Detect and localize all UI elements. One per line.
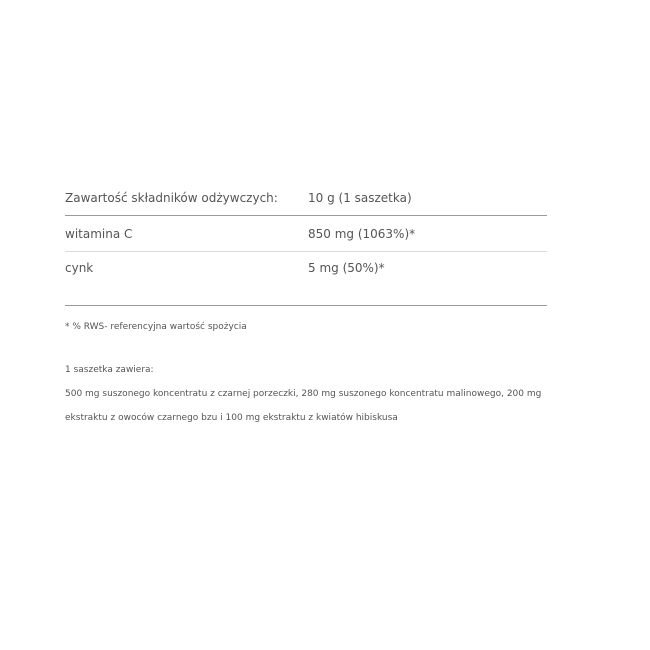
nutrient-name: cynk	[65, 252, 308, 306]
header-label: Zawartość składników odżywczych:	[65, 180, 308, 216]
rws-footnote: * % RWS- referencyjna wartość spożycia	[65, 322, 247, 332]
header-value: 10 g (1 saszetka)	[308, 180, 547, 216]
table-row	[65, 252, 547, 306]
table-row	[65, 216, 547, 252]
nutrient-name: witamina C	[65, 216, 308, 252]
nutrition-table-header	[65, 180, 547, 216]
nutrient-value: 5 mg (50%)*	[308, 252, 547, 306]
composition-heading: 1 saszetka zawiera:	[65, 365, 154, 375]
product-info	[65, 180, 547, 430]
composition-section	[65, 358, 547, 430]
nutrient-value: 850 mg (1063%)*	[308, 216, 547, 252]
composition-text: 500 mg suszonego koncentratu z czarnej porzeczki, 280 mg suszonego koncentratu malinowego, 200 mg ekstraktu z owoców czarnego bzu i 100 mg ekstraktu z kwiatów hibiskusa	[65, 389, 542, 423]
nutrition-table	[65, 180, 547, 306]
